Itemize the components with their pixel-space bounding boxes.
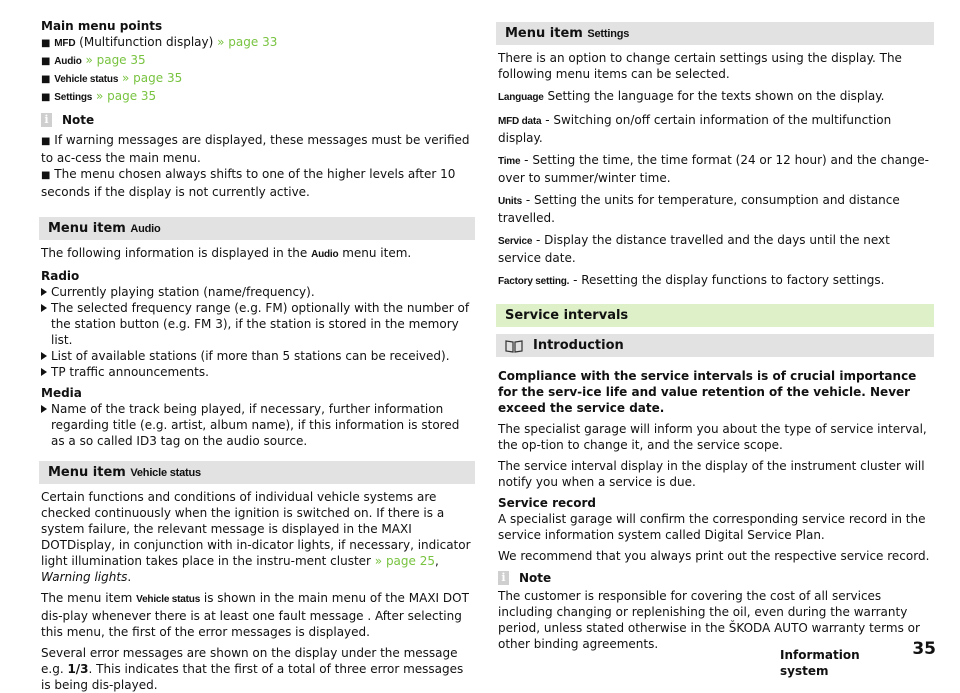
triangle-arrow-icon: [41, 288, 47, 296]
info-note-icon: i: [498, 571, 509, 585]
triangle-arrow-icon: [41, 368, 47, 376]
note-text: The customer is responsible for covering the cost of all services including changing or replenishing the oil, even during the warranty period, unless stated otherwise in the ŠKODA AUTO warranty terms or other binding agreements.: [498, 589, 920, 651]
list-item: The selected frequency range (e.g. FM) optionally with the number of the station button (e.g. FM 3), if the station is stored in the memory list.: [41, 300, 475, 348]
media-heading: Media: [41, 386, 82, 400]
note-header: i Note: [41, 112, 475, 128]
vehicle-status-para: The menu item Vehicle status is shown in the main menu of the MAXI DOT dis-play whenever there is at least one fault message . After selecting this menu, the first of the error messages is displayed.: [41, 591, 469, 639]
square-bullet-icon: ■: [41, 170, 51, 181]
service-record-heading: Service record: [498, 496, 596, 510]
section-bar-introduction: Introduction: [496, 334, 934, 357]
settings-item: Factory setting. - Resetting the display functions to factory settings.: [498, 273, 885, 287]
settings-item: Time - Setting the time, the time format (24 or 12 hour) and the change-over to summer/winter time.: [498, 153, 929, 185]
vehicle-status-para: Several error messages are shown on the display under the message e.g. 1/3. This indicates that the first of a total of three error messages is being dis-played.: [41, 646, 464, 692]
page-footer: [780, 639, 940, 678]
list-item: TP traffic announcements.: [41, 364, 475, 380]
page-number: 35: [912, 639, 936, 659]
right-column: [498, 22, 934, 652]
section-bar-audio: Menu item Audio: [39, 217, 475, 240]
list-item: Name of the track being played, if necessary, further information regarding title (e.g. artist, album name), if this information is stored as a so called ID3 tag on the audio source.: [41, 401, 475, 449]
square-bullet-icon: ■: [41, 38, 51, 49]
settings-intro: There is an option to change certain settings using the display. The following menu items can be selected.: [498, 51, 902, 81]
section-bar-vehicle-status: Menu item Vehicle status: [39, 461, 475, 484]
page-link[interactable]: » page 25: [374, 554, 435, 568]
section-bar-settings: Menu item Settings: [496, 22, 934, 45]
section-bar-service-intervals: Service intervals: [496, 304, 934, 327]
service-compliance-text: Compliance with the service intervals is of crucial importance for the serv-ice life and value retention of the vehicle. Never exceed the service date.: [498, 369, 917, 415]
page-link[interactable]: » page 33: [217, 35, 278, 49]
settings-item: Service - Display the distance travelled and the days until the next service date.: [498, 233, 890, 265]
list-item: Currently playing station (name/frequency).: [41, 284, 475, 300]
vehicle-status-para: Certain functions and conditions of individual vehicle systems are checked continuously when the ignition is switched on. If there is a system failure, the relevant message is displayed in the MAXI DOTDisplay, in conjunction with in-dicator lights, if necessary, indicator light illumination takes place in the instru-ment cluster » page 25, Warning lights.: [41, 490, 471, 584]
main-menu-heading: Main menu points: [41, 19, 163, 33]
left-column: [41, 18, 475, 693]
page-link[interactable]: » page 35: [95, 89, 157, 103]
main-menu-item: ■ MFD (Multifunction display) » page 33: [41, 35, 278, 49]
radio-heading: Radio: [41, 269, 80, 283]
main-menu-item: ■ Audio » page 35: [41, 53, 146, 67]
audio-intro: The following information is displayed in the Audio menu item.: [41, 246, 412, 260]
square-bullet-icon: ■: [41, 136, 51, 147]
service-record-text: A specialist garage will confirm the corresponding service record in the service information system called Digital Service Plan.: [498, 512, 926, 542]
settings-item: Units - Setting the units for temperature, consumption and distance travelled.: [498, 193, 900, 225]
square-bullet-icon: ■: [41, 92, 51, 103]
info-note-icon: i: [41, 113, 52, 127]
list-item: List of available stations (if more than 5 stations can be received).: [41, 348, 475, 364]
triangle-arrow-icon: [41, 304, 47, 312]
square-bullet-icon: ■: [41, 74, 51, 85]
triangle-arrow-icon: [41, 352, 47, 360]
main-menu-item: ■ Settings » page 35: [41, 89, 157, 103]
service-para: The service interval display in the display of the instrument cluster will notify you when a service is due.: [498, 459, 925, 489]
note-text: ■ The menu chosen always shifts to one of the higher levels after 10 seconds if the display is not currently active.: [41, 167, 456, 199]
settings-item: Language Setting the language for the texts shown on the display.: [498, 89, 885, 103]
main-menu-item: ■ Vehicle status » page 35: [41, 71, 183, 85]
square-bullet-icon: ■: [41, 56, 51, 67]
open-book-icon: [505, 339, 523, 353]
service-para: We recommend that you always print out the respective service record.: [498, 549, 930, 563]
page-link[interactable]: » page 35: [122, 71, 183, 85]
triangle-arrow-icon: [41, 405, 47, 413]
service-para: The specialist garage will inform you about the type of service interval, the op-tion to change it, and the service scope.: [498, 422, 927, 452]
page-link[interactable]: » page 35: [85, 53, 146, 67]
footer-section-title: Information system: [780, 648, 860, 678]
note-text: ■ If warning messages are displayed, these messages must be verified to ac-cess the main menu.: [41, 133, 470, 165]
settings-item: MFD data - Switching on/off certain information of the multifunction display.: [498, 113, 892, 145]
note-header: i Note: [498, 570, 934, 586]
